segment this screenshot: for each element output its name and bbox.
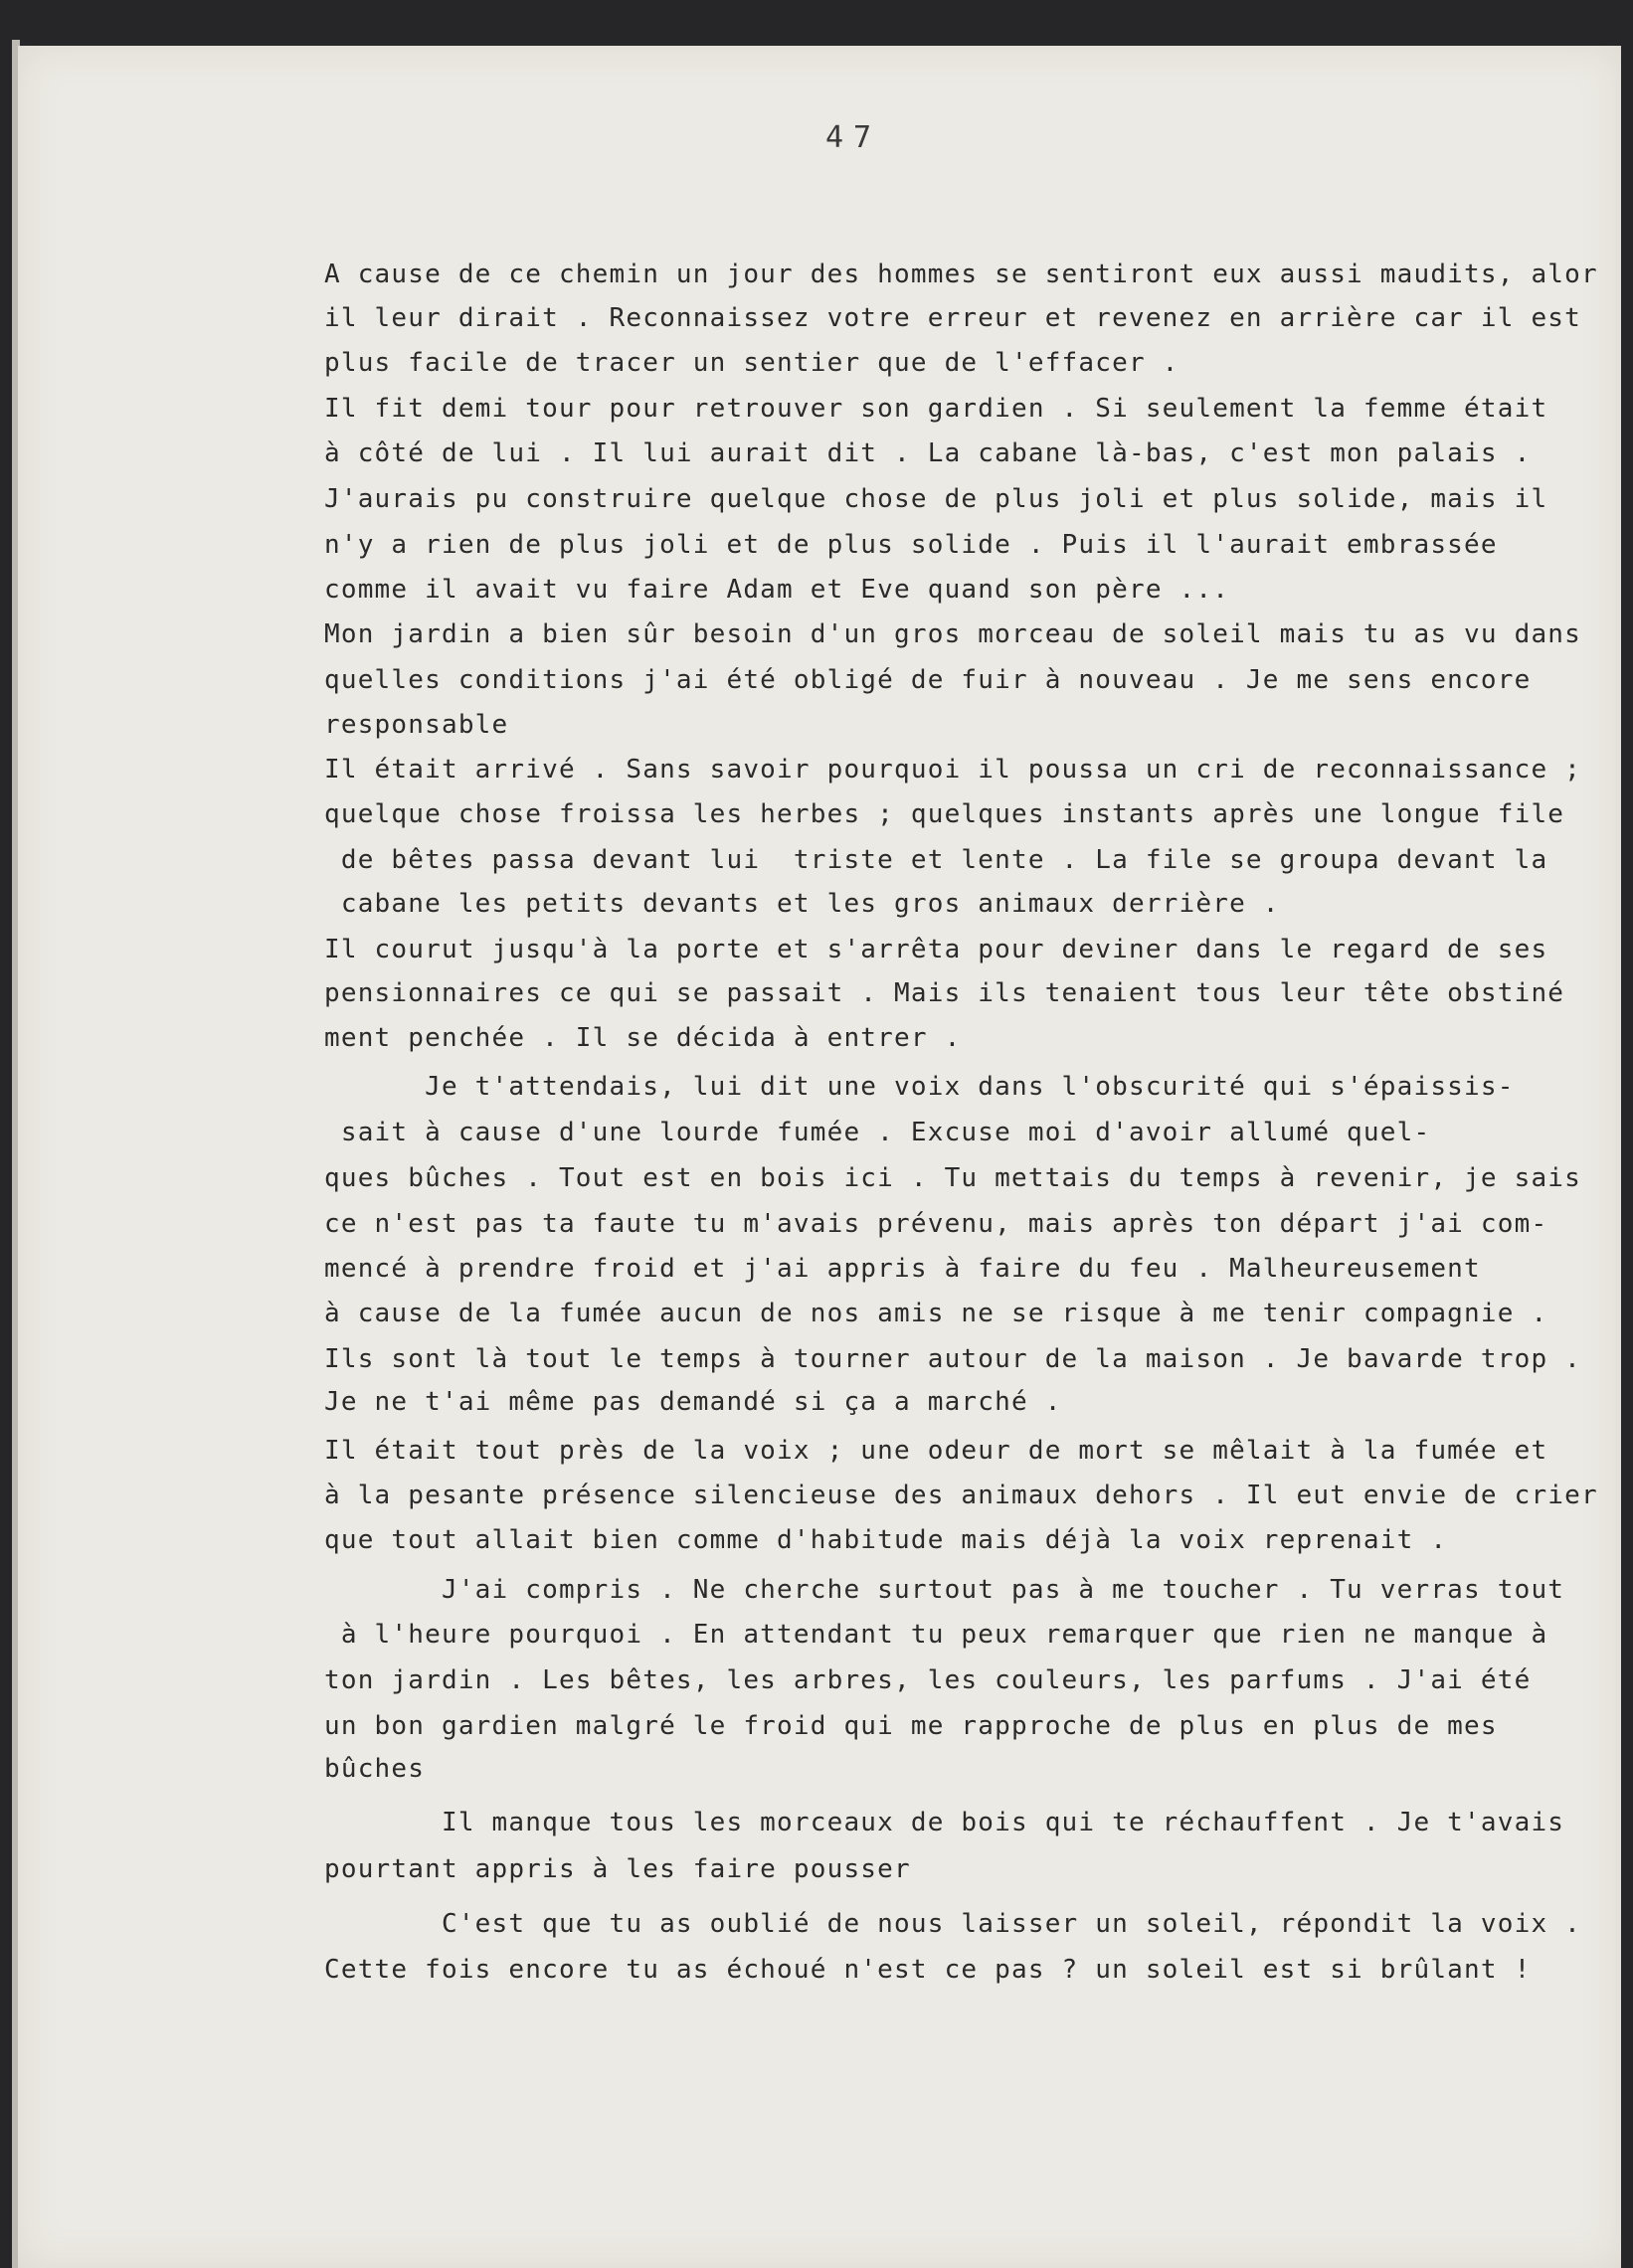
text-line: un bon gardien malgré le froid qui me rapproche de plus en plus de mes bbox=[324, 1711, 1498, 1741]
text-line: ment penchée . Il se décida à entrer . bbox=[324, 1023, 962, 1053]
typewritten-page bbox=[18, 46, 1621, 2268]
text-line: n'y a rien de plus joli et de plus solide . Puis il l'aurait embrassée bbox=[324, 530, 1498, 560]
text-line: à côté de lui . Il lui aurait dit . La cabane là-bas, c'est mon palais . bbox=[324, 438, 1532, 468]
text-line: que tout allait bien comme d'habitude mais déjà la voix reprenait . bbox=[324, 1525, 1448, 1555]
text-line: Il fit demi tour pour retrouver son gardien . Si seulement la femme était bbox=[324, 394, 1548, 424]
text-line: pensionnaires ce qui se passait . Mais ils tenaient tous leur tête obstiné bbox=[324, 978, 1565, 1008]
text-line: Cette fois encore tu as échoué n'est ce pas ? un soleil est si brûlant ! bbox=[324, 1955, 1532, 1985]
text-line: de bêtes passa devant lui triste et lente . La file se groupa devant la bbox=[324, 845, 1548, 875]
text-line: ques bûches . Tout est en bois ici . Tu mettais du temps à revenir, je sais bbox=[324, 1163, 1581, 1193]
text-line: quelque chose froissa les herbes ; quelques instants après une longue file bbox=[324, 799, 1565, 829]
text-line: A cause de ce chemin un jour des hommes se sentiront eux aussi maudits, alor bbox=[324, 260, 1598, 289]
text-line: ce n'est pas ta faute tu m'avais prévenu, mais après ton départ j'ai com- bbox=[324, 1209, 1548, 1239]
text-line: à la pesante présence silencieuse des animaux dehors . Il eut envie de crier bbox=[324, 1481, 1598, 1510]
page-number: 47 bbox=[825, 120, 882, 155]
text-line: à cause de la fumée aucun de nos amis ne se risque à me tenir compagnie . bbox=[324, 1299, 1548, 1328]
text-line: Il manque tous les morceaux de bois qui te réchauffent . Je t'avais bbox=[324, 1808, 1565, 1837]
text-line: Il courut jusqu'à la porte et s'arrêta pour deviner dans le regard de ses bbox=[324, 935, 1548, 964]
text-line: il leur dirait . Reconnaissez votre erreur et revenez en arrière car il est bbox=[324, 303, 1581, 333]
text-line: plus facile de tracer un sentier que de l'effacer . bbox=[324, 348, 1179, 378]
text-line: quelles conditions j'ai été obligé de fuir à nouveau . Je me sens encore bbox=[324, 665, 1532, 695]
text-line: Je t'attendais, lui dit une voix dans l'obscurité qui s'épaissis- bbox=[324, 1072, 1515, 1102]
text-line: Il était arrivé . Sans savoir pourquoi il poussa un cri de reconnaissance ; bbox=[324, 755, 1581, 785]
text-line: mencé à prendre froid et j'ai appris à faire du feu . Malheureusement bbox=[324, 1254, 1481, 1284]
text-line: Je ne t'ai même pas demandé si ça a marché . bbox=[324, 1387, 1062, 1417]
text-line: à l'heure pourquoi . En attendant tu peux remarquer que rien ne manque à bbox=[324, 1620, 1548, 1650]
text-line: ton jardin . Les bêtes, les arbres, les couleurs, les parfums . J'ai été bbox=[324, 1665, 1532, 1695]
text-line: bûches bbox=[324, 1754, 426, 1784]
text-line: responsable bbox=[324, 710, 509, 740]
text-line: C'est que tu as oublié de nous laisser un soleil, répondit la voix . bbox=[324, 1909, 1581, 1939]
text-line: Ils sont là tout le temps à tourner autour de la maison . Je bavarde trop . bbox=[324, 1344, 1581, 1374]
text-line: comme il avait vu faire Adam et Eve quand son père ... bbox=[324, 575, 1230, 605]
text-line: Il était tout près de la voix ; une odeur de mort se mêlait à la fumée et bbox=[324, 1436, 1548, 1466]
text-line: sait à cause d'une lourde fumée . Excuse moi d'avoir allumé quel- bbox=[324, 1118, 1431, 1147]
text-line: cabane les petits devants et les gros animaux derrière . bbox=[324, 889, 1280, 919]
text-line: pourtant appris à les faire pousser bbox=[324, 1854, 911, 1884]
text-line: J'aurais pu construire quelque chose de plus joli et plus solide, mais il bbox=[324, 484, 1548, 514]
text-line: J'ai compris . Ne cherche surtout pas à me toucher . Tu verras tout bbox=[324, 1575, 1565, 1605]
text-line: Mon jardin a bien sûr besoin d'un gros morceau de soleil mais tu as vu dans bbox=[324, 619, 1581, 649]
